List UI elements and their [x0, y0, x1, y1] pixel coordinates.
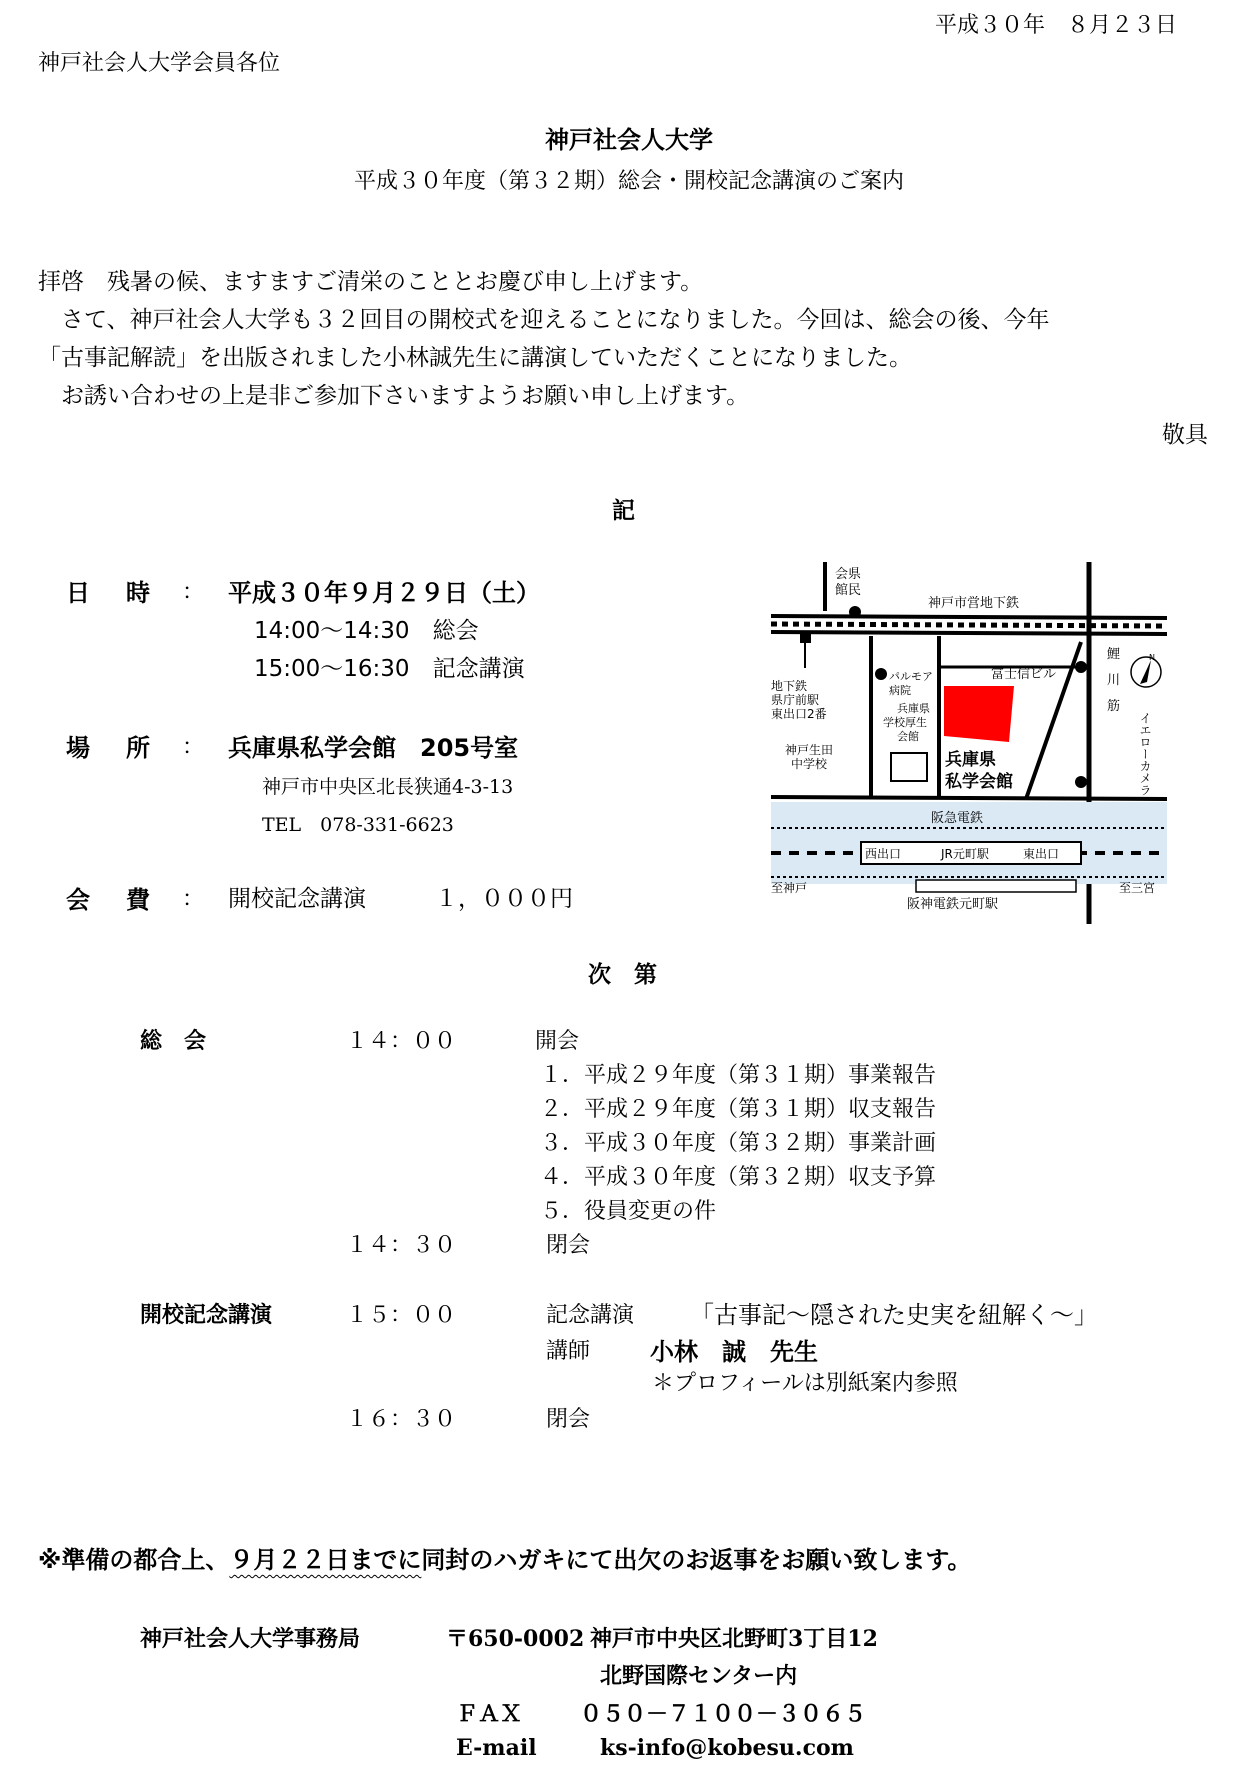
map-dot	[875, 668, 887, 680]
agenda-title: 次 第	[588, 962, 657, 988]
fax-number: ０５０－７１００－３０６５	[580, 1702, 867, 1727]
subtitle: 平成３０年度（第３２期）総会・開校記念講演のご案内	[353, 169, 904, 194]
lecture-close: 閉会	[546, 1407, 591, 1432]
lecture-start-time: １５：００	[346, 1303, 457, 1328]
agenda-item-2: ２．平成２９年度（第３１期）収支報告	[540, 1097, 937, 1122]
place-tel: TEL 078-331-6623	[262, 814, 454, 836]
map-label-koi-2: 川	[1107, 673, 1121, 688]
place-value: 兵庫県私学会館 205号室	[228, 734, 519, 762]
fee-colon: ：	[182, 887, 205, 912]
map-label-to-kobe: 至神戸	[771, 881, 808, 895]
rsvp-prefix: ※準備の都合上、	[38, 1546, 230, 1574]
map-label-to-sannomiya: 至三宮	[1119, 881, 1156, 895]
lecture-title: 「古事記～隠された史実を紐解く～」	[690, 1301, 1098, 1329]
fax-label: ＦＡＸ	[456, 1702, 523, 1727]
lecturer-name: 小林 誠 先生	[650, 1338, 818, 1366]
map-dot	[1075, 776, 1087, 788]
rsvp-suffix: 同封のハガキにて出欠のお返事をお願い致します。	[421, 1546, 972, 1574]
map-school-building	[891, 753, 927, 781]
map-road	[771, 632, 1167, 634]
location-map	[771, 562, 1167, 924]
map-label-subway: 神戸市営地下鉄	[928, 596, 1020, 611]
letter-line-2: さて、神戸社会人大学も３２回目の開校式を迎えることになりました。今回は、総会の後、今年	[38, 307, 1050, 333]
fee-value: 開校記念講演 １，０００円	[228, 886, 573, 912]
rsvp-deadline: ９月２２日までに	[229, 1546, 422, 1574]
office-building: 北野国際センター内	[600, 1664, 798, 1689]
map-label-gakko-2: 学校厚生	[883, 716, 927, 729]
map-label-school-2: 中学校	[791, 757, 828, 771]
map-label-koi-3: 筋	[1107, 699, 1121, 714]
soukai-close: 閉会	[546, 1233, 591, 1258]
soukai-start-time: １４：００	[346, 1029, 457, 1054]
letter-line-3: 「古事記解読」を出版されました小林誠先生に講演していただくことになりました。	[38, 345, 912, 371]
letter-line-1: 拝啓 残暑の候、ますますご清栄のこととお慶び申し上げます。	[38, 269, 704, 295]
page-title: 神戸社会人大学	[545, 126, 713, 154]
map-label-target-2: 私学会館	[945, 772, 1013, 792]
map-subway-line	[771, 624, 1167, 626]
map-label-kaikan-top: 会県	[835, 567, 862, 582]
place-label: 場 所	[66, 734, 156, 762]
recipient: 神戸社会人大学会員各位	[38, 51, 281, 76]
map-hanshin-station-box	[916, 880, 1076, 892]
lecture-end-time: １６：３０	[346, 1407, 457, 1432]
map-label-school-1: 神戸生田	[785, 743, 834, 757]
map-road	[771, 797, 1167, 799]
map-label-station-1: 地下鉄	[771, 679, 808, 693]
soukai-open: 開会	[535, 1029, 580, 1054]
soukai-label: 総 会	[140, 1029, 207, 1054]
map-label-fuji: 富士信ビル	[991, 667, 1057, 682]
office-name: 神戸社会人大学事務局	[140, 1627, 361, 1652]
datetime-value: 平成３０年９月２９日（土）	[228, 579, 540, 607]
datetime-colon: ：	[182, 580, 205, 605]
rsvp-notice	[38, 1540, 971, 1575]
map-target-building	[944, 686, 1014, 742]
ki-heading: 記	[612, 498, 635, 524]
map-label-palmore-2: 病院	[889, 684, 911, 697]
office-address: 神戸市中央区北野町3丁目12	[590, 1626, 878, 1652]
map-label-station-2: 県庁前駅	[771, 693, 820, 707]
time-soukai: 14:00～14:30 総会	[254, 618, 479, 644]
soukai-end-time: １４：３０	[346, 1233, 457, 1258]
map-label-yellow-camera: イエローカメラ	[1138, 712, 1152, 796]
agenda-item-1: １．平成２９年度（第３１期）事業報告	[540, 1063, 937, 1088]
place-colon: ：	[182, 735, 205, 760]
map-marker	[800, 632, 811, 643]
map-label-koi-1: 鯉	[1107, 647, 1121, 662]
datetime-label: 日 時	[66, 579, 156, 607]
map-label-kaikan-bottom: 館民	[835, 583, 862, 598]
agenda-item-4: ４．平成３０年度（第３２期）収支予算	[540, 1165, 937, 1190]
map-label-gakko-3: 会館	[897, 730, 919, 743]
closing: 敬具	[1162, 422, 1208, 448]
map-label-jr: JR元町駅	[941, 847, 989, 861]
north-label: N	[1149, 653, 1155, 662]
time-lecture: 15:00～16:30 記念講演	[254, 656, 525, 682]
map-label-hanshin: 阪神電鉄元町駅	[907, 897, 999, 912]
letter-date: 平成３０年 ８月２３日	[935, 13, 1178, 38]
lecture-word: 記念講演	[546, 1303, 635, 1328]
lecturer-label: 講師	[546, 1339, 591, 1364]
lecture-label: 開校記念講演	[140, 1303, 273, 1328]
profile-note: ＊プロフィールは別紙案内参照	[652, 1371, 958, 1396]
map-label-west-exit: 西出口	[865, 847, 902, 861]
map-label-palmore-1: パルモア	[889, 670, 933, 683]
fee-label: 会 費	[66, 886, 156, 914]
map-label-target-1: 兵庫県	[945, 750, 996, 770]
map-label-hankyu: 阪急電鉄	[931, 811, 984, 826]
email-label: E-mail	[456, 1735, 537, 1761]
map-label-gakko-1: 兵庫県	[897, 702, 930, 715]
agenda-item-5: ５．役員変更の件	[540, 1199, 717, 1224]
map-label-station-3: 東出口2番	[771, 707, 827, 721]
place-address: 神戸市中央区北長狭通4-3-13	[262, 776, 514, 798]
map-road	[771, 616, 1167, 618]
map-dot	[849, 606, 861, 618]
map-label-east-exit: 東出口	[1023, 847, 1060, 861]
office-postal: 〒650-0002	[446, 1626, 585, 1652]
map-dot	[1075, 661, 1087, 673]
agenda-item-3: ３．平成３０年度（第３２期）事業計画	[540, 1131, 937, 1156]
letter-line-4: お誘い合わせの上是非ご参加下さいますようお願い申し上げます。	[38, 383, 750, 409]
email-address[interactable]: ks-info@kobesu.com	[600, 1735, 854, 1761]
